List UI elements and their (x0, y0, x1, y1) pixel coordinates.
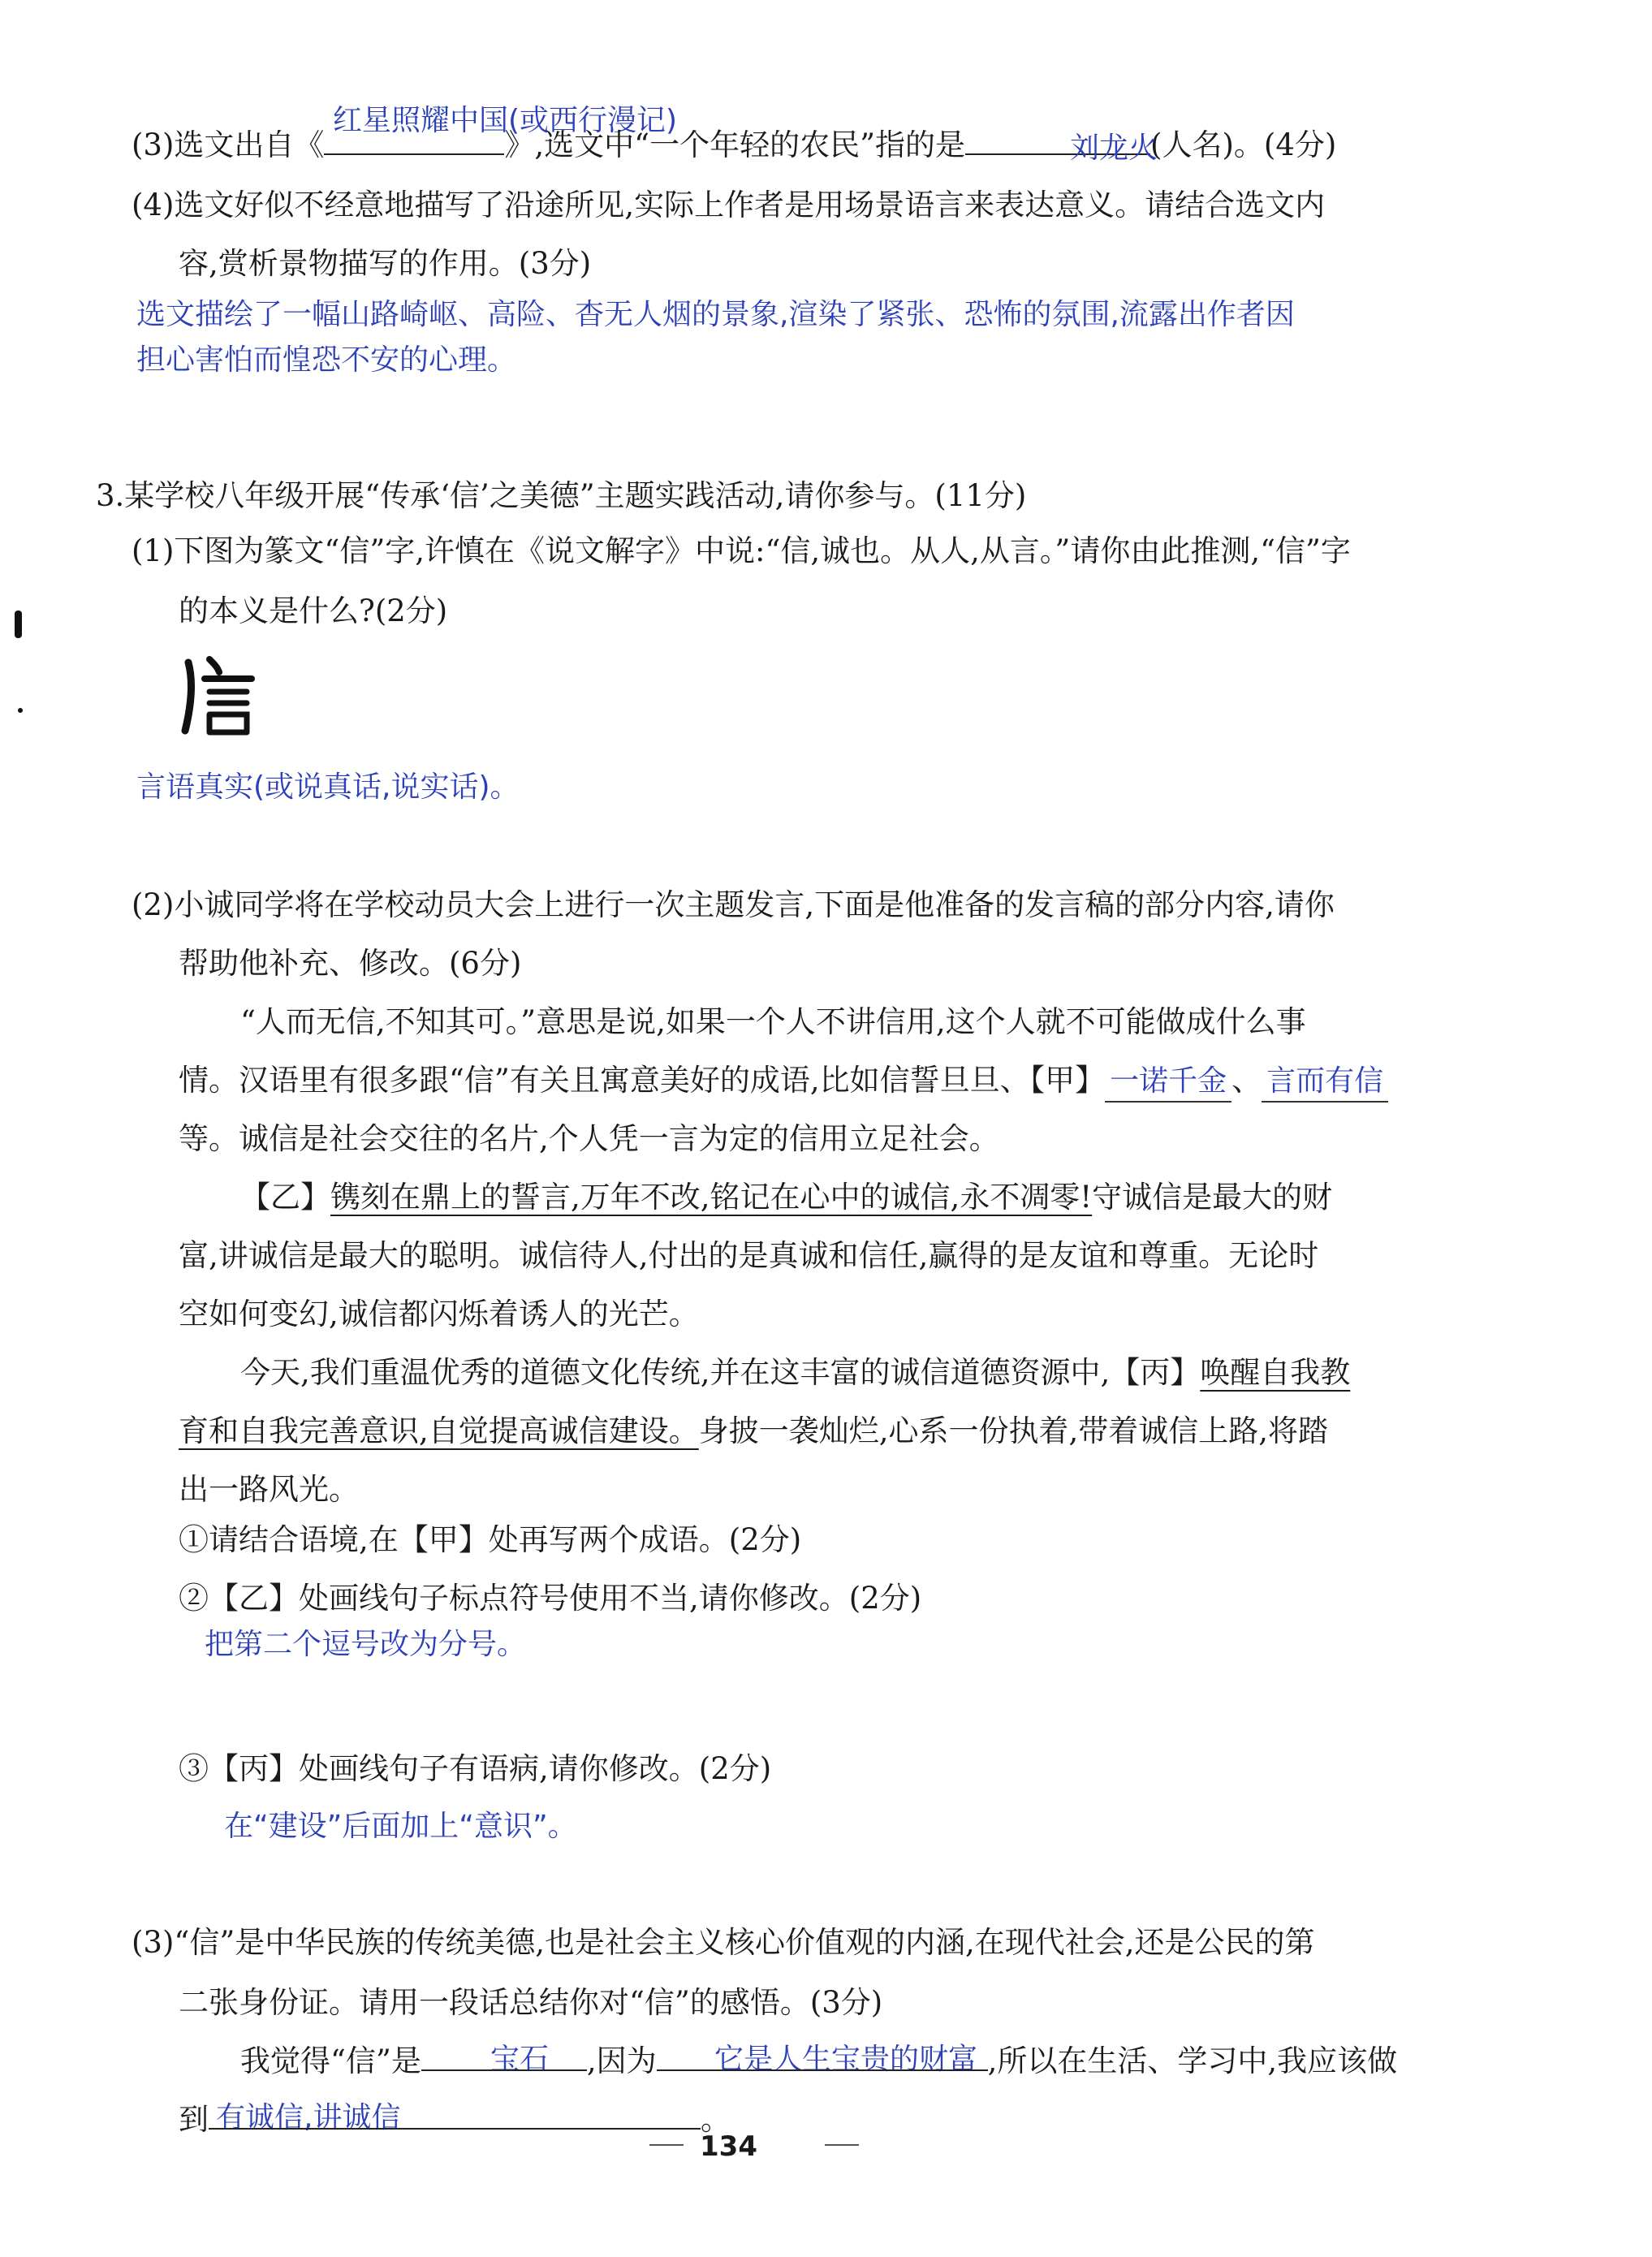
q3-s3-fill-line1 (240, 2043, 1398, 2078)
answer-fill-a: 宝石 (490, 2043, 550, 2076)
speech-para1-line3: 等。诚信是社会交往的名片,个人凭一言为定的信用立足社会。 (179, 1121, 999, 1156)
q3-s2-question-c: ③【丙】处画线句子有语病,请你修改。(2分) (179, 1751, 772, 1786)
fill-text-c: ,所以在生活、学习中,我应该做 (987, 2043, 1398, 2078)
speech-para1-text: 情。汉语里有很多跟“信”有关且寓意美好的成语,比如信誓旦旦、【甲】 (179, 1063, 1106, 1098)
q3-s2-line2: 帮助他补充、修改。(6分) (179, 946, 522, 981)
answer-idiom-2: 言而有信 (1262, 1064, 1388, 1103)
speech-para2-line1 (240, 1180, 1333, 1215)
q3-s3-line1: (3)“信”是中华民族的传统美德,也是社会主义核心价值观的内涵,在现代社会,还是公民的第 (132, 1925, 1315, 1960)
q2-part4-line1: (4)选文好似不经意地描写了沿途所见,实际上作者是用场景语言来表达意义。请结合选文内 (132, 188, 1326, 222)
speech-para2-line3: 空如何变幻,诚信都闪烁着诱人的光芒。 (179, 1297, 699, 1331)
q2-part3-text-a: (3)选文出自《 (132, 127, 325, 162)
scan-mark-1 (15, 611, 22, 638)
idiom-separator: 、 (1231, 1063, 1262, 1098)
answer-idiom-1: 一诺千金 (1105, 1064, 1231, 1103)
q3-s2-answer-b: 把第二个逗号改为分号。 (205, 1628, 527, 1661)
answer-fill-b: 它是人生宝贵的财富 (714, 2043, 978, 2076)
blank-fill-c (209, 2125, 701, 2130)
q3-s2-question-a: ①请结合语境,在【甲】处再写两个成语。(2分) (179, 1522, 802, 1557)
q3-s3-fill-line2 (179, 2102, 731, 2137)
answer-person-name: 刘龙火 (1070, 132, 1158, 165)
speech-para3-rest: 身披一袭灿烂,心系一份执着,带着诚信上路,将踏 (698, 1413, 1329, 1448)
q2-part3-text-c: (人名)。(4分) (1150, 127, 1337, 162)
answer-fill-c: 有诚信,讲诚信 (216, 2101, 401, 2134)
fill-text-a: 我觉得“信”是 (240, 2043, 421, 2078)
q3-s2-question-b: ②【乙】处画线句子标点符号使用不当,请你修改。(2分) (179, 1581, 922, 1616)
blank-fill-b (657, 2066, 988, 2071)
speech-para3-text: 今天,我们重温优秀的道德文化传统,并在这丰富的诚信道德资源中,【丙】 (240, 1355, 1201, 1390)
speech-para3-line3: 出一路风光。 (179, 1472, 359, 1507)
q3-s1-line2: 的本义是什么?(2分) (179, 593, 448, 628)
speech-para3-line2 (179, 1413, 1329, 1448)
bing-underlined-part2: 育和自我完善意识,自觉提高诚信建设。 (179, 1413, 699, 1448)
q3-s1-answer: 言语真实(或说真话,说实话)。 (136, 770, 520, 804)
blank-book-title (324, 150, 504, 155)
q2-part3-text-b: 》,选文中“一个年轻的农民”指的是 (504, 127, 966, 162)
speech-para1-line2 (179, 1065, 1388, 1096)
bing-underlined-part1: 唤醒自我教 (1200, 1355, 1351, 1390)
scan-mark-2 (18, 708, 23, 713)
fill-text-end: 。 (701, 2102, 731, 2137)
answer-book-title: 红星照耀中国(或西行漫记) (333, 104, 678, 137)
q2-part4-answer-line2: 担心害怕而惶恐不安的心理。 (136, 343, 517, 377)
yi-mark: 【乙】 (240, 1180, 330, 1215)
speech-para3-line1 (240, 1355, 1351, 1390)
q3-s2-line1: (2)小诚同学将在学校动员大会上进行一次主题发言,下面是他准备的发言稿的部分内容,请你 (132, 887, 1335, 922)
blank-fill-a (421, 2066, 587, 2071)
page-number-dash-left (649, 2144, 684, 2146)
yi-underlined-sentence: 镌刻在鼎上的誓言,万年不改,铭记在心中的诚信,永不凋零! (330, 1180, 1093, 1215)
speech-para2-line2: 富,讲诚信是最大的聪明。诚信待人,付出的是真诚和信任,赢得的是友谊和尊重。无论时 (179, 1238, 1319, 1273)
q3-s2-answer-c: 在“建设”后面加上“意识”。 (224, 1810, 577, 1843)
fill-text-b: ,因为 (586, 2043, 657, 2078)
fill-text-d: 到 (179, 2102, 209, 2137)
page-number-dash-right (825, 2144, 859, 2146)
q2-part4-answer-line1: 选文描绘了一幅山路崎岖、高险、杳无人烟的景象,渲染了紧张、恐怖的氛围,流露出作者因 (136, 298, 1295, 331)
seal-script-xin-icon (177, 656, 260, 737)
q3-title: 3.某学校八年级开展“传承‘信’之美德”主题实践活动,请你参与。(11分) (96, 478, 1027, 513)
yi-rest: 守诚信是最大的财 (1092, 1180, 1333, 1215)
speech-para1-line1: “人而无信,不知其可。”意思是说,如果一个人不讲信用,这个人就不可能做成什么事 (240, 1004, 1306, 1039)
page-number: 134 (700, 2130, 757, 2163)
q2-part4-line2: 容,赏析景物描写的作用。(3分) (179, 246, 592, 281)
q3-s3-line2: 二张身份证。请用一段话总结你对“信”的感悟。(3分) (179, 1985, 883, 2020)
q3-s1-line1: (1)下图为篆文“信”字,许慎在《说文解字》中说:“信,诚也。从人,从言。”请你由此推测,“信”字 (132, 533, 1351, 568)
